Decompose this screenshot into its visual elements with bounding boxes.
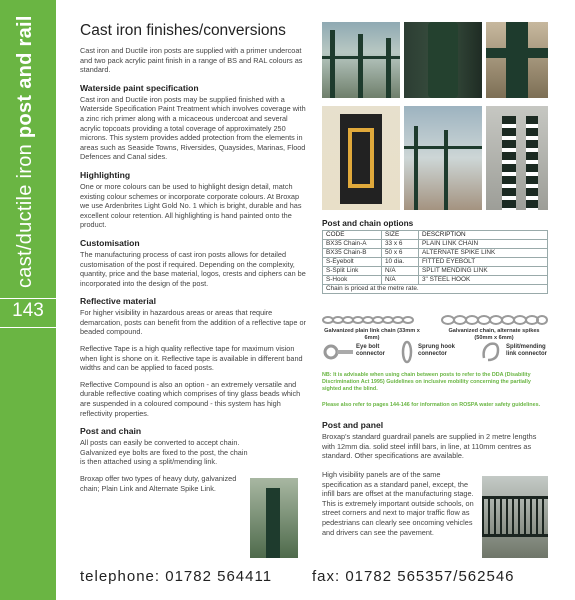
table-cell: N/A bbox=[382, 276, 419, 285]
table-cell: 10 dia. bbox=[382, 258, 419, 267]
panel-heading: Post and panel bbox=[322, 420, 384, 430]
panel-paragraph-1: Broxap's standard guardrail panels are supplied in 2 metre lengths with 12mm dia. solid steel infill bars, in line, at 110mm centres as standard. Other specifications are available. bbox=[322, 432, 537, 461]
table-row bbox=[323, 258, 548, 267]
highlighting-heading: Highlighting bbox=[80, 169, 131, 180]
intro-paragraph: Cast iron and Ductile iron posts are supplied with a primer undercoat and two pack acrylic paint finish in a range of BS and RAL colours as standard. bbox=[80, 46, 303, 75]
reflective-heading: Reflective material bbox=[80, 296, 156, 307]
photo-crested-post bbox=[404, 22, 482, 98]
table-row bbox=[323, 267, 548, 276]
table-note-row bbox=[323, 285, 548, 294]
sidebar bbox=[0, 0, 56, 600]
photo-chain-post bbox=[250, 478, 298, 558]
table-row bbox=[323, 249, 548, 258]
customisation-heading: Customisation bbox=[80, 237, 140, 248]
table-row bbox=[323, 276, 548, 285]
post-chain-paragraph-2: Broxap offer two types of heavy duty, galvanized chain; Plain Link and Alternate Spike Link. bbox=[80, 474, 237, 493]
photo-reflective-posts bbox=[486, 106, 548, 210]
table-cell: S-Split Link bbox=[323, 267, 382, 276]
sprung-hook-icon bbox=[400, 340, 414, 364]
eye-bolt-caption: Eye bolt connector bbox=[356, 344, 386, 357]
customisation-paragraph: The manufacturing process of cast iron posts allows for detailed customisation of the post if required. Depending on the complexity, quantity, price and the base material, logos, crests and ciphers can be incorporated into the design of the post. bbox=[80, 249, 306, 288]
fax-number: fax: 01782 565357/562546 bbox=[312, 568, 515, 585]
reflective-paragraph-3: Reflective Compound is also an option - an extremely versatile and durable reflective coating which comprises of tiny glass beads which are suspended in a coloured compound - this system has high reflectivity properties. bbox=[80, 379, 301, 418]
post-chain-heading: Post and chain bbox=[80, 426, 142, 437]
table-note: Chain is priced at the metre rate. bbox=[323, 285, 548, 294]
waterside-heading: Waterside paint specification bbox=[80, 82, 199, 93]
table-header-cell: CODE bbox=[323, 231, 382, 240]
table-cell: FITTED EYEBOLT bbox=[419, 258, 548, 267]
table-cell: BX35 Chain-B bbox=[323, 249, 382, 258]
photo-reflective-rail bbox=[404, 106, 482, 210]
panel-paragraph-2: High visibility panels are of the same specification as a standard panel, except, the infill bars are offset at the manufacturing stage. This is extremely important outside schools, on street corners and next to major traffic flow as pedestrians can clearly see oncoming vehicles and drivers can see the pavement. bbox=[322, 470, 474, 537]
table-cell: PLAIN LINK CHAIN bbox=[419, 240, 548, 249]
highlighting-paragraph: One or more colours can be used to highlight design detail, match existing colour schemes or incorporate corporate colours. At Broxap we use Ardenbrites Light Gold No. 1 which is bright, durable and has excellent colour retention. All highlighting is hand painted onto the product. bbox=[80, 181, 302, 230]
page-number: 143 bbox=[12, 300, 44, 321]
sprung-hook-caption: Sprung hook connector bbox=[418, 344, 455, 357]
sidebar-title-light: cast/ductile iron bbox=[14, 138, 36, 288]
page-title: Cast iron finishes/conversions bbox=[80, 22, 286, 39]
sidebar-title-bold: post and rail bbox=[14, 15, 36, 139]
split-link-icon bbox=[480, 340, 502, 364]
chain-illustrations bbox=[322, 314, 548, 326]
eye-bolt-icon bbox=[322, 342, 354, 362]
chain-options-title: Post and chain options bbox=[322, 218, 414, 228]
table-cell: 33 x 6 bbox=[382, 240, 419, 249]
waterside-paragraph: Cast iron and Ductile iron posts may be supplied finished with a Waterside Specification Paint Treatment which involves coverage with a zinc rich primer along with a micaceous undercoat and several acrylic topcoats providing a total coverage of approximately 250 microns. This system provides added protection from the elements in areas such as Seaside Towns, Riversides, Quaysides, Marinas, Flood Defences and Canal sides. bbox=[80, 94, 306, 162]
photo-railings bbox=[322, 22, 400, 98]
table-cell: BX35 Chain-A bbox=[323, 240, 382, 249]
sidebar-title bbox=[14, 15, 37, 288]
reflective-paragraph-1: For higher visibility in hazardous areas or areas that require demarcation, posts can benefit from the addition of a reflective tape or beaded compound. bbox=[80, 308, 306, 337]
table-cell: S-Hook bbox=[323, 276, 382, 285]
chain-options-table bbox=[322, 230, 548, 294]
table-cell: S-Eyebolt bbox=[323, 258, 382, 267]
photo-guardrail-panel bbox=[482, 476, 548, 558]
spike-chain-caption: Galvanized chain, alternate spikes (50mm x 6mm) bbox=[448, 328, 540, 341]
table-header-cell: SIZE bbox=[382, 231, 419, 240]
left-column bbox=[80, 22, 308, 500]
table-cell: N/A bbox=[382, 267, 419, 276]
post-chain-paragraph-1: All posts can easily be converted to accept chain. Galvanized eye bolts are fixed to the post, the chain is then attached using a split/mending link. bbox=[80, 438, 248, 467]
table-cell: ALTERNATE SPIKE LINK bbox=[419, 249, 548, 258]
telephone-number: telephone: 01782 564411 bbox=[80, 568, 273, 585]
rospa-note: Please also refer to pages 144-146 for information on ROSPA water safety guidelines. bbox=[322, 402, 541, 408]
table-cell: SPLIT MENDING LINK bbox=[419, 267, 548, 276]
table-header-cell: DESCRIPTION bbox=[419, 231, 548, 240]
photo-highlighted-detail bbox=[322, 106, 400, 210]
photo-post-top bbox=[486, 22, 548, 98]
dda-note: NB: It is advisable when using chain between posts to refer to the DDA (Disability Discrimination Act 1995) Guidelines on inclusive mobility concerning the partially sighted and the blind. bbox=[322, 372, 531, 392]
split-link-caption: Split/mending link connector bbox=[506, 344, 548, 357]
table-row bbox=[323, 240, 548, 249]
plain-chain-caption: Galvanized plain link chain (33mm x 6mm) bbox=[324, 328, 420, 341]
table-cell: 50 x 6 bbox=[382, 249, 419, 258]
reflective-paragraph-2: Reflective Tape is a high quality reflective tape for maximum vision when light is shone on it. Reflective tape is available in different band widths and can be applied to faced posts. bbox=[80, 344, 303, 373]
table-header-row bbox=[323, 231, 548, 240]
table-cell: 3" STEEL HOOK bbox=[419, 276, 548, 285]
